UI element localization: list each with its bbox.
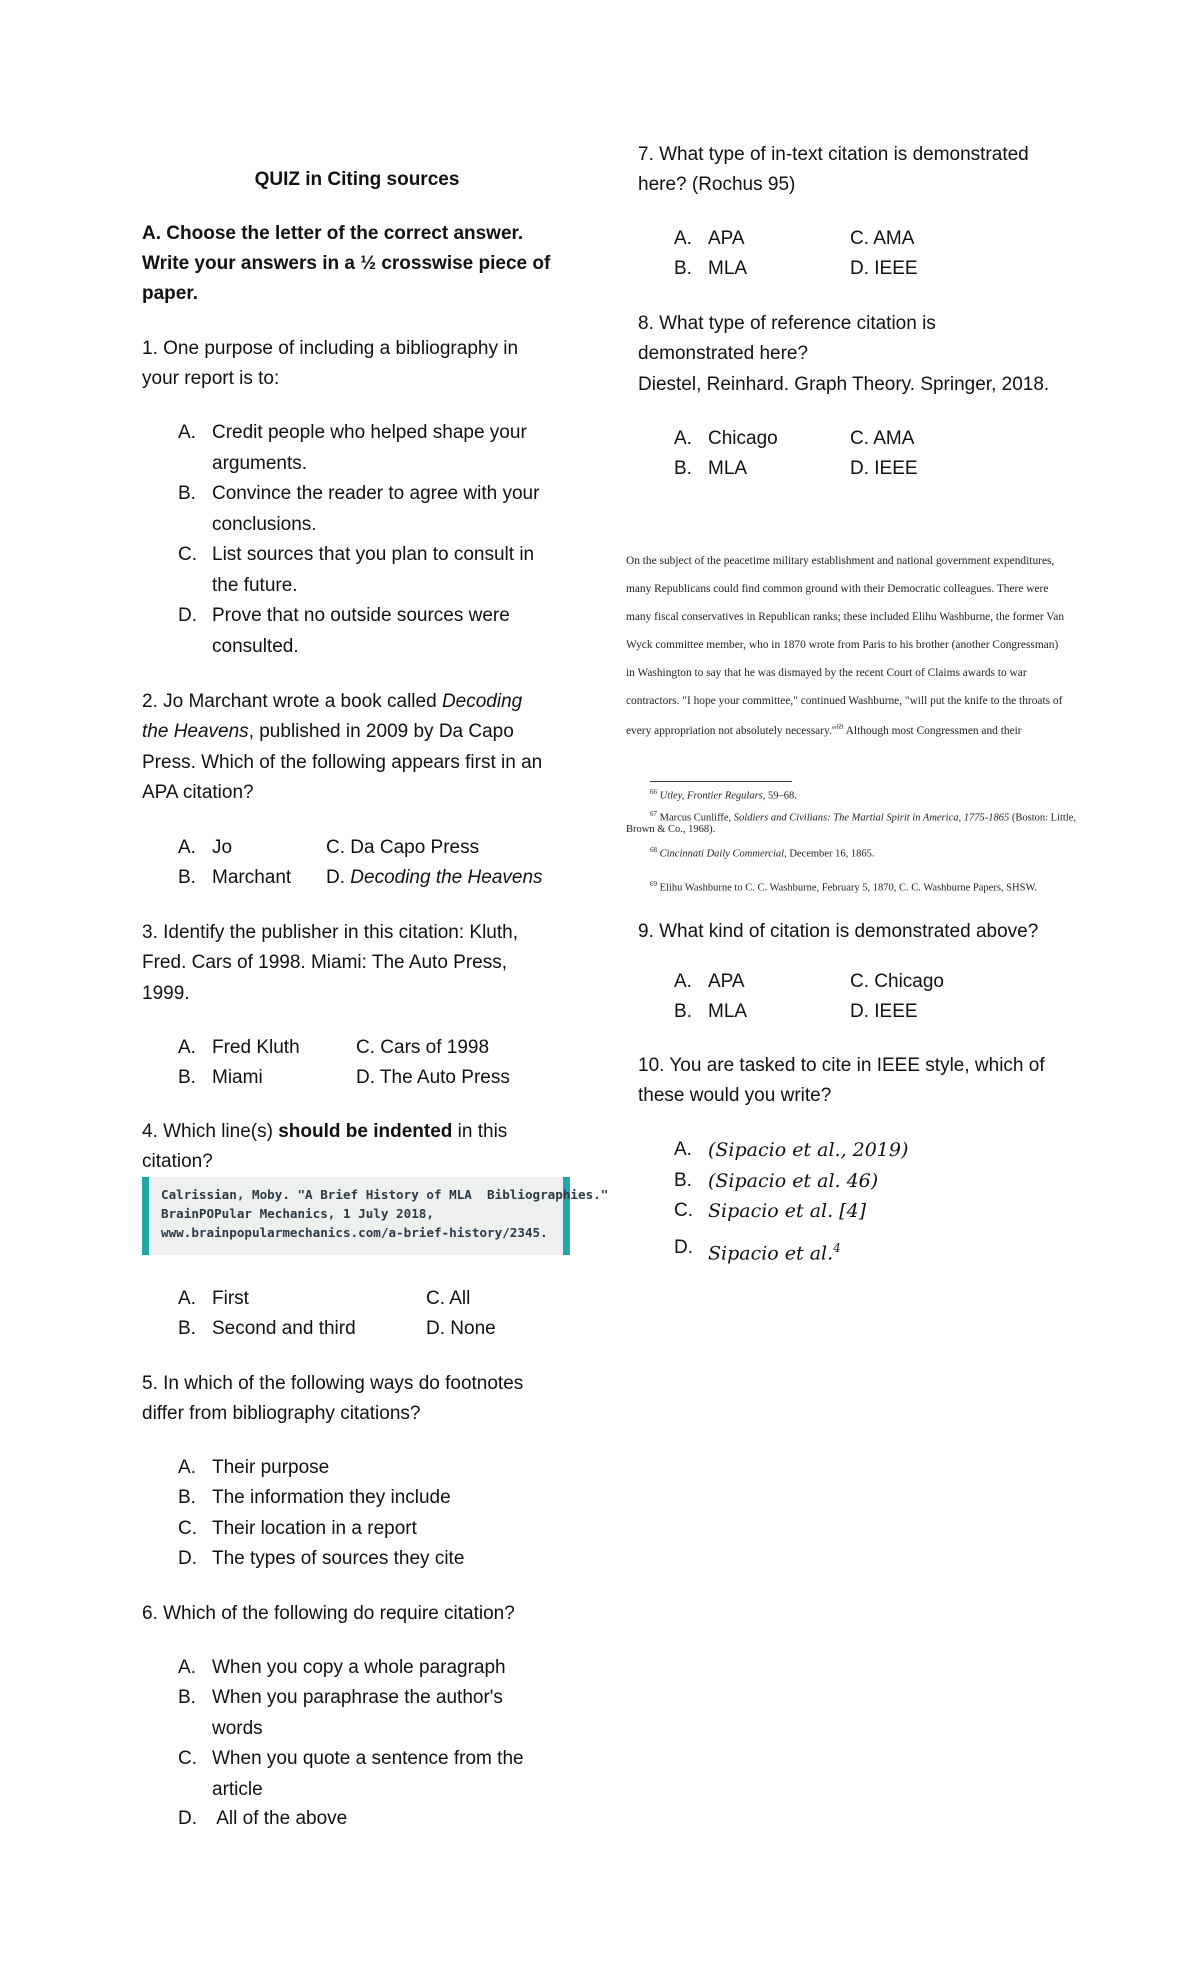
option-d: D. None — [426, 1318, 496, 1339]
citation-line: Calrissian, Moby. "A Brief History of MLA Bibliographies." — [161, 1187, 609, 1202]
option-text: (Sipacio et al. 46) — [708, 1170, 879, 1192]
option-text: List sources that you plan to consult in the future. — [212, 544, 535, 596]
option-text: MLA — [708, 258, 748, 279]
quiz-title: QUIZ in Citing sources — [254, 169, 460, 190]
option-b: B. — [674, 458, 692, 479]
option-a: A. — [178, 1288, 196, 1309]
instruction-line: Write your answers in a ½ crosswise piece of — [142, 253, 551, 274]
instruction-line: paper. — [142, 283, 198, 304]
option-b: B. — [674, 258, 692, 279]
question-text: 7. What type of in-text citation is demonstrated — [638, 144, 1029, 165]
option-d: D. — [674, 1237, 693, 1258]
question-text: Fred. Cars of 1998. Miami: The Auto Press, — [142, 952, 508, 973]
option-b: B. — [178, 1318, 196, 1339]
option-c: C. — [674, 1200, 693, 1221]
option-text: Jo — [212, 837, 233, 858]
question-text: differ from bibliography citations? — [142, 1403, 421, 1424]
option-letter: A. — [178, 422, 196, 443]
option-d: D. Decoding the Heavens — [326, 867, 543, 888]
option-a: A. — [674, 1139, 692, 1160]
question-text: 6. Which of the following do require citation? — [142, 1603, 515, 1624]
option-b: B. — [178, 1067, 196, 1088]
footnote-rule — [650, 781, 792, 782]
option-text: Sipacio et al.$^4$ — [708, 1241, 841, 1265]
instruction-line: A. Choose the letter of the correct answer. — [142, 223, 524, 244]
option-text: Second and third — [212, 1318, 356, 1339]
question-text: citation? — [142, 1151, 213, 1172]
excerpt-line: every appropriation not absolutely necessary."$^{69}$ Although most Congressmen and their — [626, 723, 1022, 737]
question-text: here? (Rochus 95) — [638, 174, 796, 195]
option-b: B. — [178, 867, 196, 888]
option-a: A. — [178, 1037, 196, 1058]
excerpt-line: On the subject of the peacetime military establishment and national government expenditures, — [626, 555, 1055, 567]
excerpt-line: many fiscal conservatives in Republican ranks; these included Elihu Washburne, the former Van — [626, 611, 1065, 623]
option-a: A. — [674, 428, 692, 449]
question-text: 9. What kind of citation is demonstrated above? — [638, 921, 1039, 942]
option-d: D. IEEE — [850, 458, 918, 479]
question-text: 2. Jo Marchant wrote a book called Decoding — [142, 691, 523, 712]
option-a: A. — [674, 228, 692, 249]
option-a: A. — [674, 971, 692, 992]
question-text: demonstrated here? — [638, 343, 809, 364]
citation-line: www.brainpopularmechanics.com/a-brief-history/2345. — [161, 1225, 548, 1240]
option-c: C. AMA — [850, 428, 915, 449]
footnote-69: $^{69}$ Elihu Washburne to C. C. Washburne, February 5, 1870, C. C. Washburne Papers, SHSW. — [650, 880, 1038, 894]
option-d: D. IEEE — [850, 258, 918, 279]
question-text: APA citation? — [142, 782, 254, 803]
option-text: APA — [708, 971, 745, 992]
option-c: C. Da Capo Press — [326, 837, 480, 858]
question-text: these would you write? — [638, 1085, 832, 1106]
question-text: the Heavens, published in 2009 by Da Capo — [142, 721, 514, 742]
option-text: Prove that no outside sources were consulted. — [212, 605, 510, 657]
footnote-68: $^{68}$ Cincinnati Daily Commercial, December 16, 1865. — [650, 846, 875, 860]
option-d: D. The Auto Press — [356, 1067, 510, 1088]
option-text: Miami — [212, 1067, 263, 1088]
question-text: Press. Which of the following appears first in an — [142, 752, 543, 773]
excerpt-line: in Washington to say that he was dismayed by the recent Court of Claims awards to war — [626, 667, 1027, 679]
option-letter: B. — [178, 483, 196, 504]
excerpt-line: many Republicans could find common ground with their Democratic colleagues. There were — [626, 583, 1049, 595]
question-text: your report is to: — [142, 368, 280, 389]
question-text: 4. Which line(s) should be indented in this — [142, 1121, 508, 1142]
option-text: MLA — [708, 1001, 748, 1022]
excerpt-line: contractors. "I hope your committee," continued Washburne, "will put the knife to the throats of — [626, 695, 1063, 707]
question-text: 10. You are tasked to cite in IEEE style, which of — [638, 1055, 1045, 1076]
footnote-67: $^{67}$ Marcus Cunliffe, Soldiers and Civilians: The Martial Spirit in America, 1775-1865 (Boston: Little, — [650, 810, 1077, 824]
option-c: C. AMA — [850, 228, 915, 249]
option-text: First — [212, 1288, 249, 1309]
option-c: C. All — [426, 1288, 471, 1309]
option-d: D. IEEE — [850, 1001, 918, 1022]
option-c: C. Cars of 1998 — [356, 1037, 490, 1058]
option-c: C. Chicago — [850, 971, 944, 992]
option-text: Sipacio et al. [4] — [708, 1200, 867, 1222]
question-text: 5. In which of the following ways do footnotes — [142, 1373, 524, 1394]
reference-example: Diestel, Reinhard. Graph Theory. Springer, 2018. — [638, 374, 1050, 395]
footnote-67-cont: Brown & Co., 1968). — [626, 824, 716, 835]
question-text: 1. One purpose of including a bibliography in — [142, 338, 519, 359]
mla-citation-example — [142, 1177, 609, 1255]
question-text: 1999. — [142, 983, 190, 1004]
question-text: 3. Identify the publisher in this citation: Kluth, — [142, 922, 518, 943]
option-text: Chicago — [708, 428, 778, 449]
footnote-66: $^{66}$ Utley, Frontier Regulars, 59–68. — [650, 788, 797, 802]
option-letter: D. — [178, 605, 197, 626]
option-text: Convince the reader to agree with your conclusions. — [212, 483, 540, 535]
option-text: MLA — [708, 458, 748, 479]
option-a: A. — [178, 837, 196, 858]
excerpt-line: Wyck committee member, who in 1870 wrote from Paris to his brother (another Congressman) — [626, 639, 1059, 651]
option-b: B. — [674, 1001, 692, 1022]
option-text: Credit people who helped shape your arguments. — [212, 422, 527, 474]
question-text: 8. What type of reference citation is — [638, 313, 936, 334]
option-text: Fred Kluth — [212, 1037, 300, 1058]
citation-line: BrainPOPular Mechanics, 1 July 2018, — [161, 1206, 434, 1221]
option-b: B. — [674, 1170, 692, 1191]
option-text: APA — [708, 228, 745, 249]
option-letter: C. — [178, 544, 197, 565]
option-text: Marchant — [212, 867, 292, 888]
option-text: (Sipacio et al., 2019) — [708, 1139, 909, 1161]
